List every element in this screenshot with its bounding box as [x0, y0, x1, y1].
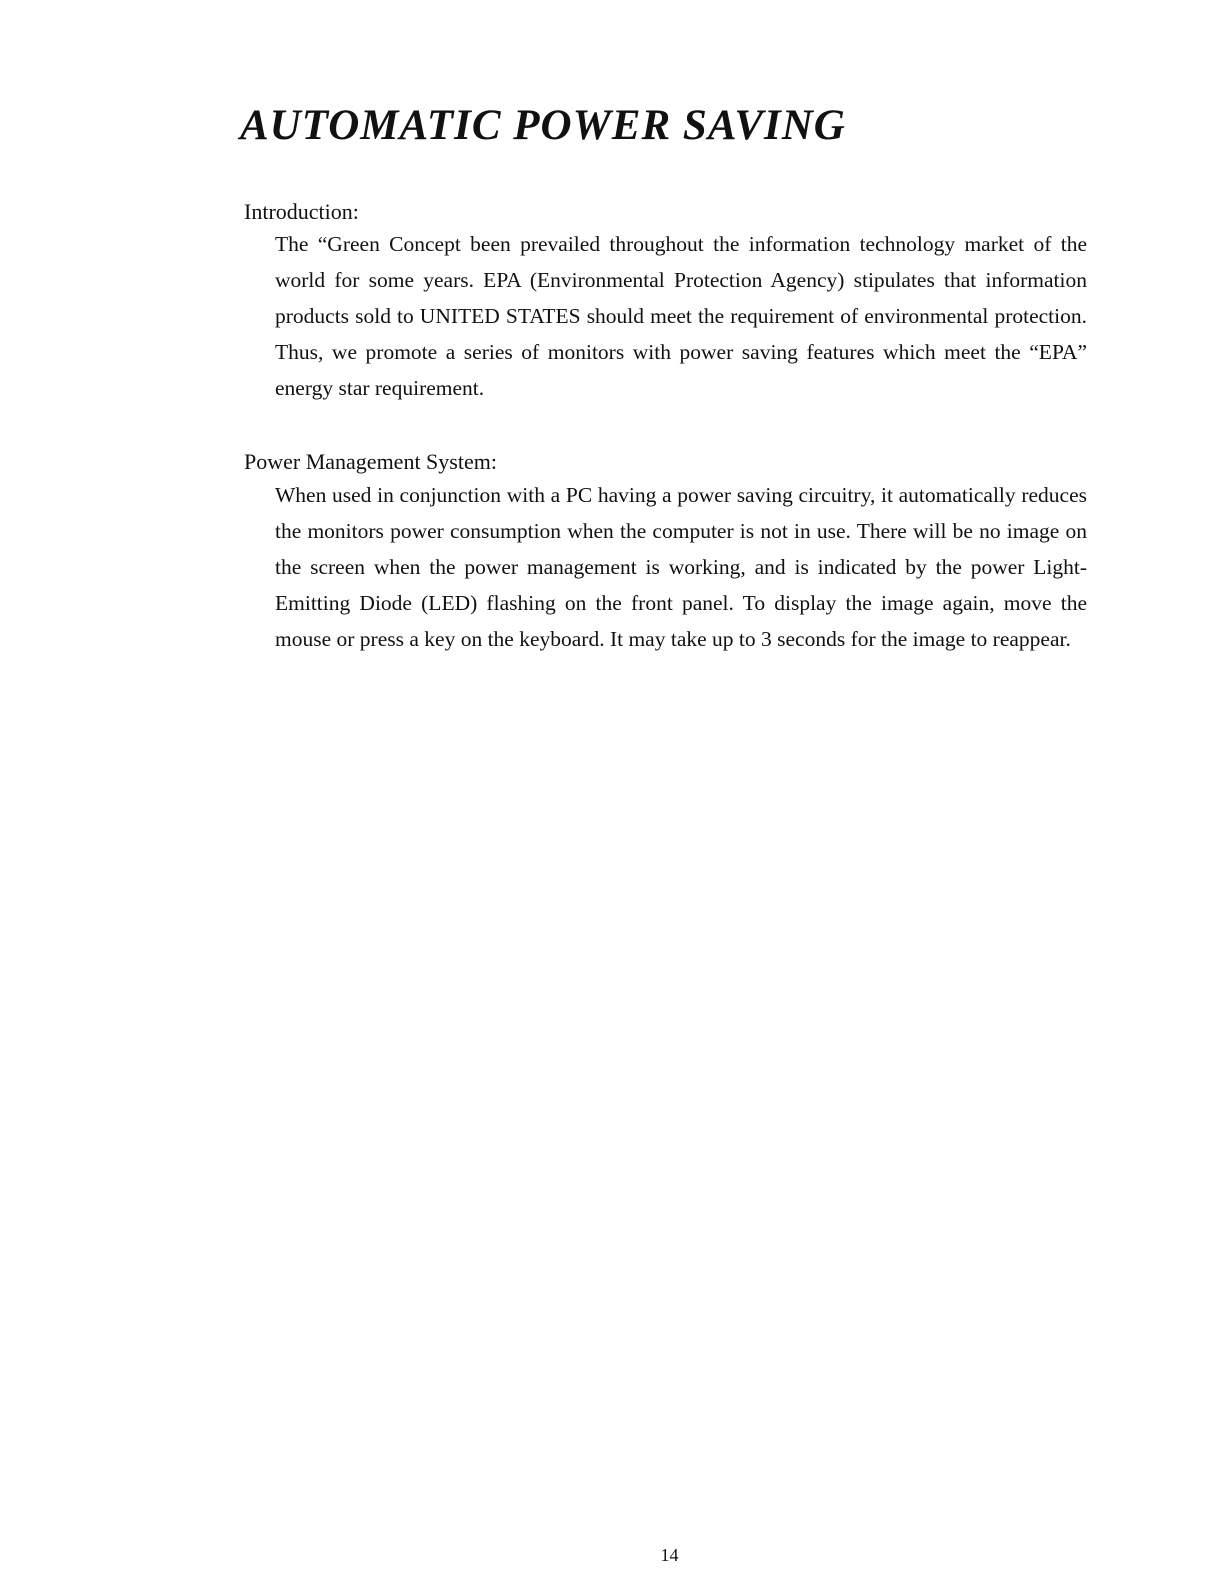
power-management-paragraph: When used in conjunction with a PC having a power saving circuitry, it automatically reduces the monitors power consumption when the computer is not in use. There will be no image on the screen when the power management is working, and is indicated by the power Light-Emitting Diode (LED) flashing on the front panel. To display the image again, move the mouse or press a key on the keyboard. It may take up to 3 seconds for the image to reappear. — [275, 483, 1087, 651]
introduction-heading: Introduction: — [244, 199, 359, 224]
page-title: AUTOMATIC POWER SAVING — [240, 102, 846, 149]
power-management-heading: Power Management System: — [244, 449, 497, 474]
page-number: 14 — [660, 1545, 679, 1565]
introduction-paragraph: The “Green Concept been prevailed throughout the information technology market of the world for some years. EPA (Environmental Protection Agency) stipulates that information products sold to UNITED STATES should meet the requirement of environmental protection. Thus, we promote a series of monitors with power saving features which meet the “EPA” energy star requirement. — [275, 232, 1087, 400]
